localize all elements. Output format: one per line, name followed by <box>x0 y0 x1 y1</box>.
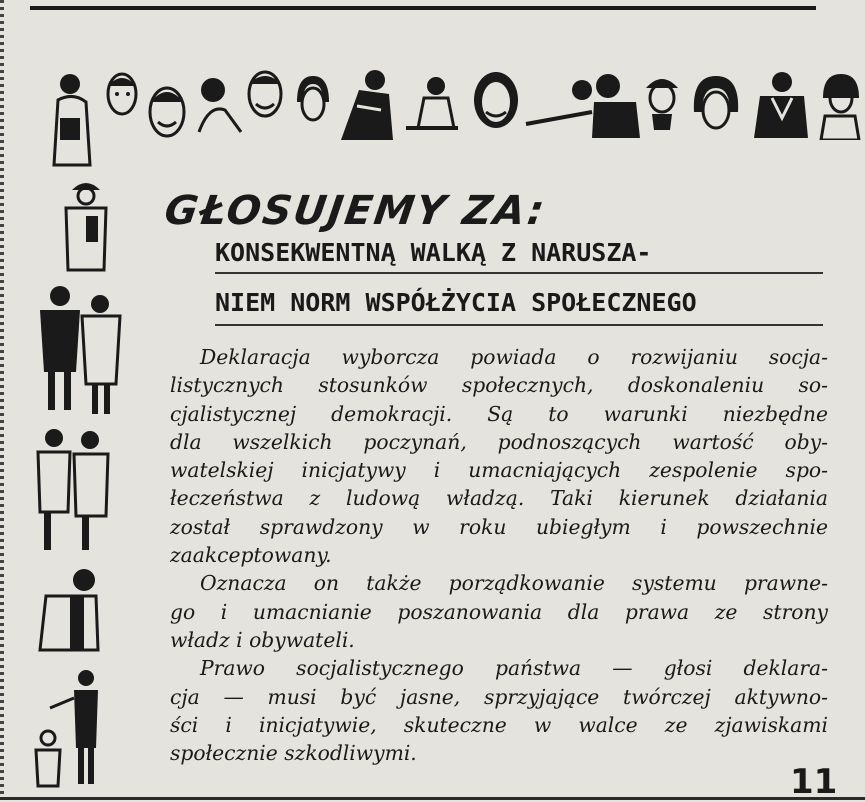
paragraph <box>170 569 828 654</box>
text-line: Deklaracja wyborcza powiada o rozwijaniu socja- <box>200 345 828 369</box>
page-edge <box>0 0 4 800</box>
person-illustration <box>34 566 104 656</box>
text-line: dla wszelkich poczynań, podnoszących wartość oby- <box>170 429 828 454</box>
subheadline-line: NIEM NORM WSPÓŁŻYCIA SPOŁECZNEGO <box>215 288 697 317</box>
headline: GŁOSUJEMY ZA: <box>161 188 549 234</box>
person-illustration <box>335 66 399 144</box>
people-illustration <box>30 668 106 790</box>
top-rule <box>30 6 816 10</box>
paragraph <box>170 654 828 767</box>
heading-rule <box>215 272 823 274</box>
text-line: cja — musi być jasne, sprzyjające twórczej aktywno- <box>170 684 828 709</box>
text-line: listycznych stosunków społecznych, doskonaleniu so- <box>170 373 828 398</box>
person-illustration <box>245 68 285 124</box>
text-line: go i umacnianie poszanowania dla prawa ze strony <box>170 599 828 624</box>
person-illustration <box>470 68 522 134</box>
person-illustration <box>404 72 460 138</box>
text-line: watelskiej inicjatywy i umacniających zespolenie spo- <box>170 458 828 483</box>
text-line: społecznie szkodliwymi. <box>170 741 417 766</box>
people-illustration <box>36 284 124 416</box>
article-body <box>170 343 828 767</box>
heading-rule <box>215 324 823 326</box>
person-illustration <box>522 72 644 140</box>
text-line: władz i obywateli. <box>170 627 355 652</box>
person-illustration <box>195 72 245 136</box>
person-illustration <box>815 70 863 140</box>
text-line: zaakceptowany. <box>170 543 332 568</box>
people-illustration <box>34 426 114 554</box>
text-line: został sprawdzony w roku ubiegłym i powszechnie <box>170 514 828 539</box>
text-line: cjalistycznej demokracji. Są to warunki niezbędne <box>170 401 828 426</box>
subheadline-line: KONSEKWENTNĄ WALKĄ Z NARUSZA- <box>215 238 652 267</box>
text-line: łeczeństwa z ludową władzą. Taki kierunek działania <box>170 486 828 511</box>
person-illustration <box>293 72 333 132</box>
text-line: Prawo socjalistycznego państwa — głosi deklara- <box>200 656 828 681</box>
person-illustration <box>748 68 812 140</box>
paragraph <box>170 343 828 569</box>
person-illustration <box>103 68 141 124</box>
text-line: Oznacza on także porządkowanie systemu prawne- <box>200 571 828 596</box>
person-illustration <box>640 70 684 132</box>
person-illustration <box>48 70 98 170</box>
person-illustration <box>690 72 742 142</box>
person-illustration <box>146 82 188 142</box>
page-number: 11 <box>790 762 838 802</box>
person-illustration <box>58 176 114 272</box>
text-line: ści i inicjatywie, skuteczne w walce ze zjawiskami <box>170 712 828 737</box>
